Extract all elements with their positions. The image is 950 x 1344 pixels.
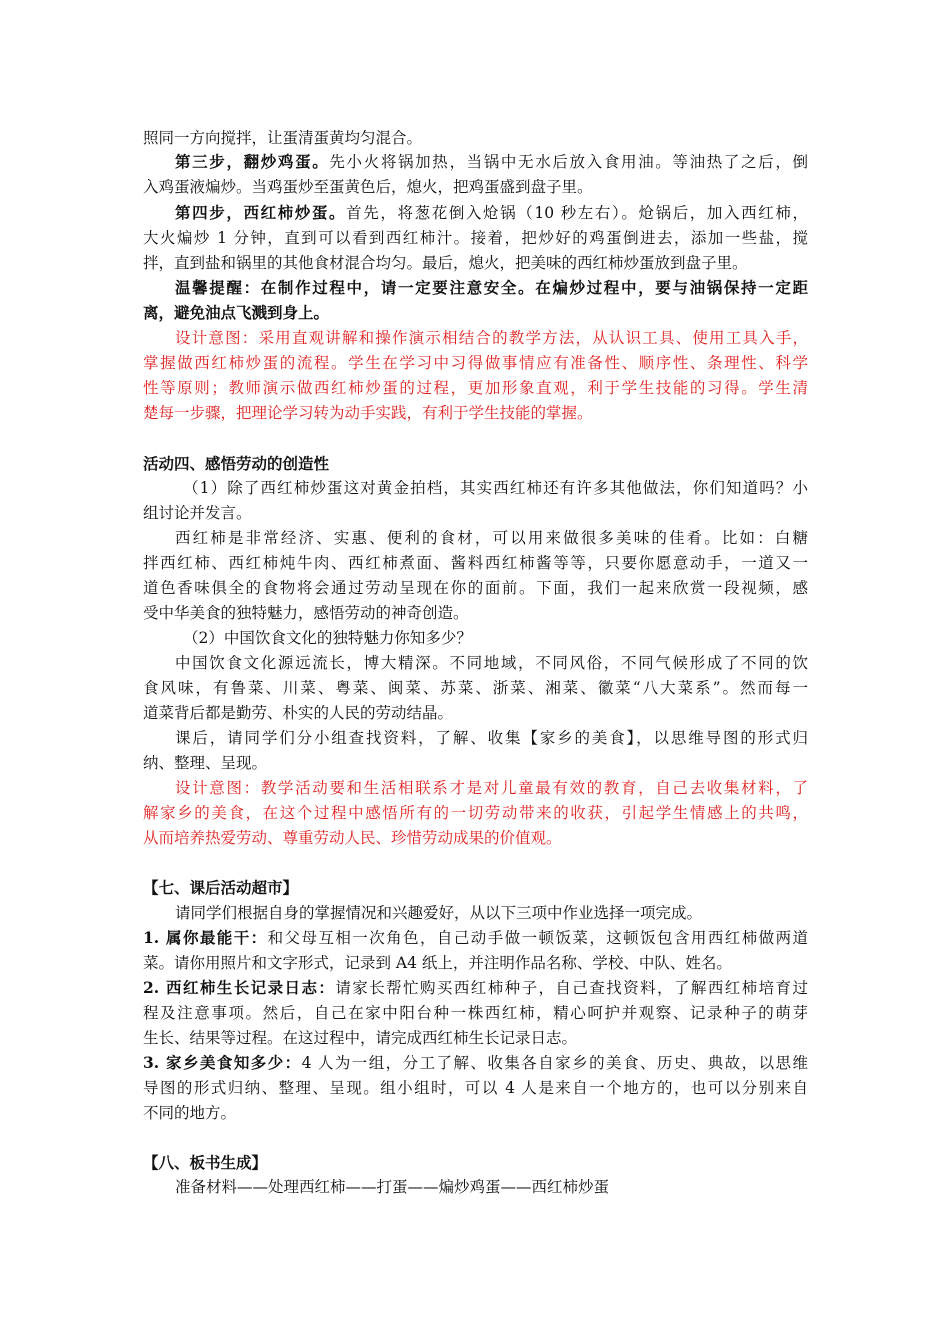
activity4-title: 活动四、感悟劳动的创造性: [143, 454, 330, 473]
design-intent2-line2: 解家乡的美食，在这个过程中感悟所有的一切劳动带来的收获，引起学生情感上的共鸣，: [143, 804, 808, 822]
safety-tip-line2: 离，避免油点飞溅到身上。: [143, 303, 330, 322]
activity4-q2: （2）中国饮食文化的独特魅力你知多少？: [183, 629, 472, 647]
activity4-p1-line1: 西红柿是非常经济、实惠、便利的食材，可以用来做很多美味的佳肴。比如：白糖: [175, 529, 808, 547]
section7-item2-line1: 2. 西红柿生长记录日志：请家长帮忙购买西红柿种子，自己查找资料，了解西红柿培育过: [143, 978, 808, 997]
step2-tail: 照同一方向搅拌，让蛋清蛋黄均匀混合。: [143, 129, 423, 147]
step4-line3: 拌，直到盐和锅里的其他食材混合均匀。最后，熄火，把美味的西红柿炒蛋放到盘子里。: [143, 254, 748, 272]
activity4-q1-line1: （1）除了西红柿炒蛋这对黄金拍档，其实西红柿还有许多其他做法，你们知道吗？小: [183, 479, 808, 497]
item3-label: 3. 家乡美食知多少：: [143, 1053, 302, 1072]
section7-item2-line2: 程及注意事项。然后，自己在家中阳台种一株西红柿，精心呵护并观察、记录种子的萌芽: [143, 1004, 808, 1022]
design-intent1-line2: 掌握做西红柿炒蛋的流程。学生在学习中习得做事情应有准备性、顺序性、条理性、科学: [143, 354, 808, 372]
activity4-p2-line1: 中国饮食文化源远流长，博大精深。不同地域，不同风俗，不同气候形成了不同的饮: [175, 654, 808, 672]
section7-item3-line1: 3. 家乡美食知多少：4 人为一组，分工了解、收集各自家乡的美食、历史、典故，以思维: [143, 1053, 809, 1072]
activity4-p3-line1: 课后，请同学们分小组查找资料，了解、收集【家乡的美食】，以思维导图的形式归: [175, 729, 808, 747]
activity4-q1-line2: 组讨论并发言。: [143, 504, 252, 522]
activity4-p1-line3: 道色香味俱全的食物将会通过劳动呈现在你的面前。下面，我们一起来欣赏一段视频，感: [143, 579, 808, 597]
activity4-p2-line3: 道菜背后都是勤劳、朴实的人民的劳动结晶。: [143, 704, 454, 722]
design-intent2-line1: 设计意图：教学活动要和生活相联系才是对儿童最有效的教育，自己去收集材料，了: [175, 779, 808, 797]
item2-label: 2. 西红柿生长记录日志：: [143, 978, 336, 997]
step3-line1: 第三步，翻炒鸡蛋。先小火将锅加热，当锅中无水后放入食用油。等油热了之后，倒: [175, 152, 808, 171]
section7-item1-line1: 1. 属你最能干：和父母互相一次角色，自己动手做一顿饭菜，这顿饭包含用西红柿做两道: [143, 928, 808, 947]
section7-title: 【七、课后活动超市】: [143, 878, 299, 897]
design-intent1-line1: 设计意图：采用直观讲解和操作演示相结合的教学方法，从认识工具、使用工具入手，: [175, 329, 808, 347]
item1-label: 1. 属你最能干：: [143, 928, 268, 947]
section7-intro: 请同学们根据自身的掌握情况和兴趣爱好，从以下三项中作业选择一项完成。: [175, 904, 703, 922]
step3-line2: 入鸡蛋液煸炒。当鸡蛋炒至蛋黄色后，熄火，把鸡蛋盛到盘子里。: [143, 178, 593, 196]
section7-item3-line3: 不同的地方。: [143, 1104, 237, 1122]
design-intent2-line3: 从而培养热爱劳动、尊重劳动人民、珍惜劳动成果的价值观。: [143, 829, 562, 847]
section7-item3-line2: 导图的形式归纳、整理、呈现。组小组时，可以 4 人是来自一个地方的，也可以分别来自: [143, 1079, 808, 1097]
activity4-p3-line2: 纳、整理、呈现。: [143, 754, 268, 772]
activity4-p1-line4: 受中华美食的独特魅力，感悟劳动的神奇创造。: [143, 604, 469, 622]
step3-label: 第三步，翻炒鸡蛋。: [175, 152, 330, 171]
section7-item2-line3: 生长、结果等过程。在这过程中，请完成西红柿生长记录日志。: [143, 1029, 578, 1047]
step4-label: 第四步，西红柿炒蛋。: [175, 203, 347, 222]
safety-tip-line1: 温馨提醒：在制作过程中，请一定要注意安全。在煸炒过程中，要与油锅保持一定距: [175, 278, 808, 297]
activity4-p2-line2: 食风味，有鲁菜、川菜、粤菜、闽菜、苏菜、浙菜、湘菜、徽菜“八大菜系”。然而每一: [143, 679, 808, 697]
section7-item1-line2: 菜。请你用照片和文字形式，记录到 A4 纸上，并注明作品名称、学校、中队、姓名。: [143, 954, 732, 972]
activity4-p1-line2: 拌西红柿、西红柿炖牛肉、西红柿煮面、酱料西红柿酱等等，只要你愿意动手，一道又一: [143, 554, 808, 572]
board-summary: 准备材料——处理西红柿——打蛋——煸炒鸡蛋——西红柿炒蛋: [175, 1178, 610, 1196]
section8-title: 【八、板书生成】: [143, 1153, 268, 1172]
step4-line1: 第四步，西红柿炒蛋。首先，将葱花倒入炝锅（10 秒左右）。炝锅后，加入西红柿，: [175, 203, 808, 222]
design-intent1-line3: 性等原则；教师演示做西红柿炒蛋的过程，更加形象直观，利于学生技能的习得。学生清: [143, 379, 808, 397]
design-intent1-line4: 楚每一步骤，把理论学习转为动手实践，有利于学生技能的掌握。: [143, 404, 593, 422]
step4-line2: 大火煸炒 1 分钟，直到可以看到西红柿汁。接着，把炒好的鸡蛋倒进去，添加一些盐，搅: [143, 229, 808, 247]
